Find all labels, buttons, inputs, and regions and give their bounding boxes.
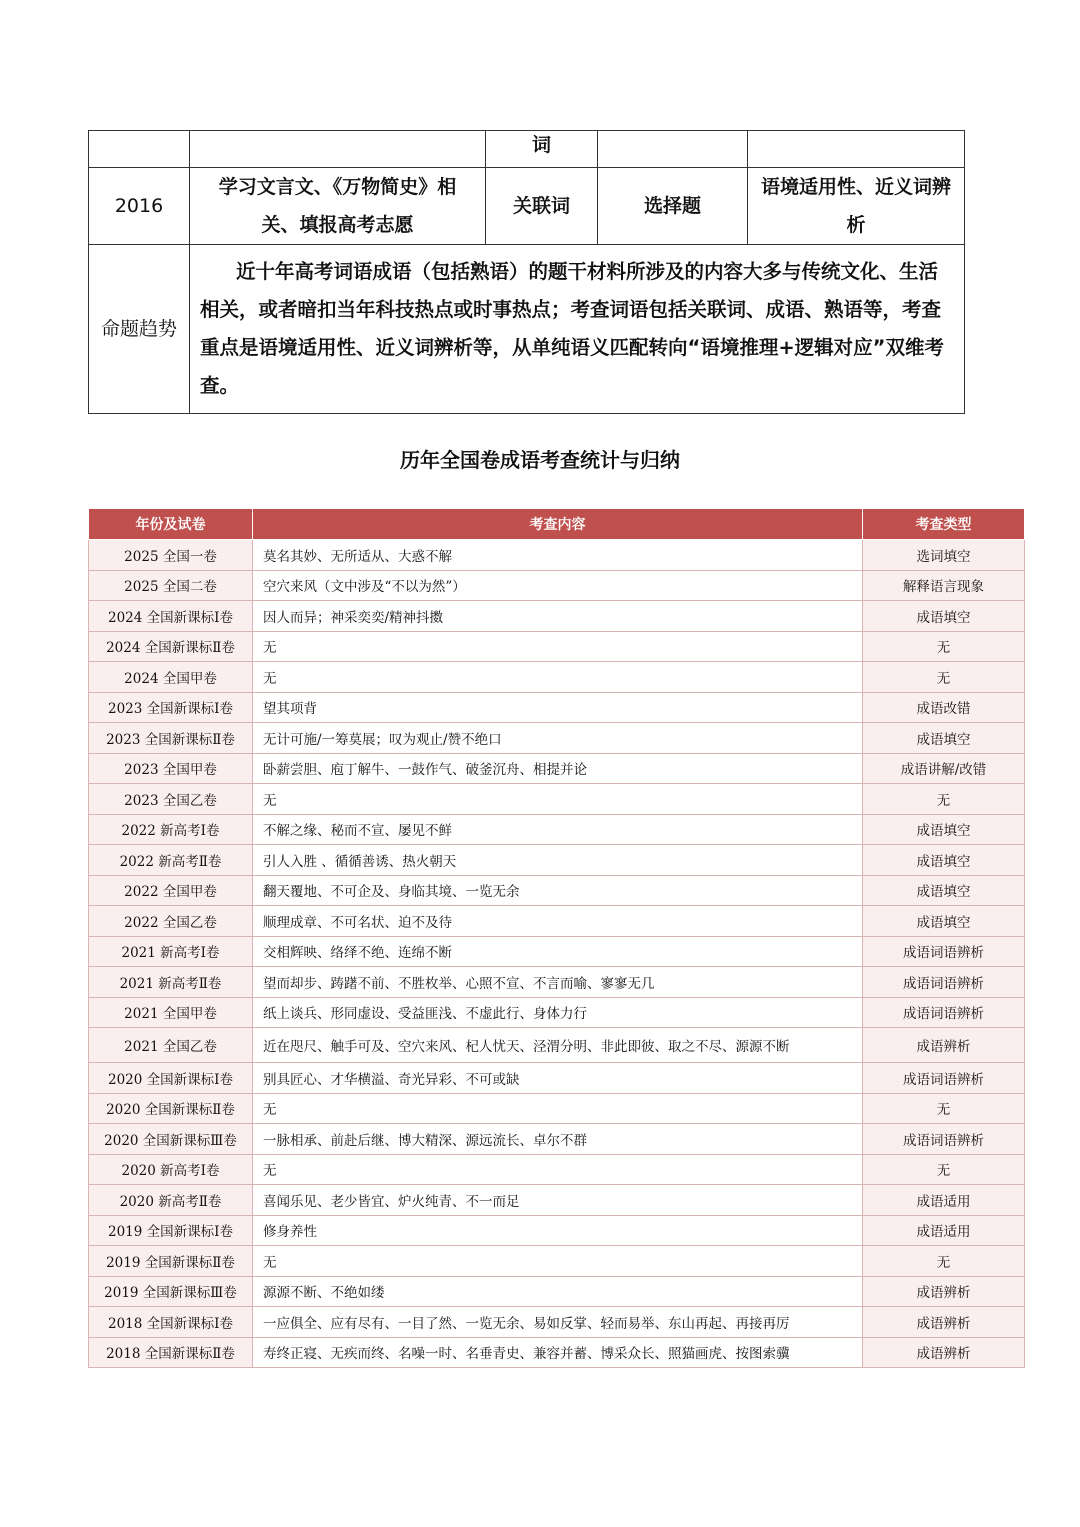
row-year-paper: 2022 全国乙卷 [89,906,253,937]
row-type: 无 [863,1093,1025,1124]
row-type: 成语词语辨析 [863,936,1025,967]
table-row [89,1185,1025,1216]
row-content: 交相辉映、络绎不绝、连绵不断 [253,936,863,967]
row-year-paper: 2023 全国甲卷 [89,753,253,784]
row-type: 成语填空 [863,906,1025,937]
table-row [89,936,1025,967]
row-year-paper: 2020 全国新课标Ⅲ卷 [89,1124,253,1155]
summary-content: 关联词 [486,168,598,245]
row-year-paper: 2021 新高考Ⅱ卷 [89,967,253,998]
row-content: 无 [253,1093,863,1124]
table-body [89,540,1025,1368]
row-content: 望其项背 [253,692,863,723]
row-content: 纸上谈兵、形同虚设、受益匪浅、不虚此行、身体力行 [253,997,863,1028]
row-year-paper: 2020 新高考Ⅰ卷 [89,1154,253,1185]
row-type: 选词填空 [863,540,1025,571]
row-year-paper: 2020 全国新课标Ⅰ卷 [89,1063,253,1094]
row-year-paper: 2018 全国新课标Ⅱ卷 [89,1337,253,1368]
row-content: 一应俱全、应有尽有、一目了然、一览无余、易如反掌、轻而易举、东山再起、再接再厉 [253,1307,863,1338]
row-content: 无 [253,1154,863,1185]
table-row [89,692,1025,723]
table-row [89,723,1025,754]
table-row [89,814,1025,845]
table-row [89,1124,1025,1155]
summary-cell [89,131,190,168]
row-content: 喜闻乐见、老少皆宜、炉火纯青、不一而足 [253,1185,863,1216]
summary-row-partial [89,131,965,168]
row-type: 无 [863,1246,1025,1277]
summary-row-2016 [89,168,965,245]
row-content: 引人入胜 、循循善诱、热火朝天 [253,845,863,876]
summary-cell [598,131,748,168]
summary-cell-content: 词 [486,131,598,168]
row-type: 成语词语辨析 [863,1124,1025,1155]
row-type: 成语辨析 [863,1028,1025,1063]
table-row [89,540,1025,571]
row-type: 成语填空 [863,845,1025,876]
summary-material: 学习文言文、《万物简史》相关、填报高考志愿 [190,168,486,245]
row-year-paper: 2021 全国乙卷 [89,1028,253,1063]
row-type: 成语填空 [863,601,1025,632]
row-content: 望而却步、踌躇不前、不胜枚举、心照不宣、不言而喻、寥寥无几 [253,967,863,998]
table-row [89,875,1025,906]
row-year-paper: 2019 全国新课标Ⅲ卷 [89,1276,253,1307]
row-type: 无 [863,631,1025,662]
row-content: 无 [253,1246,863,1277]
row-year-paper: 2022 新高考Ⅰ卷 [89,814,253,845]
header-year-paper: 年份及试卷 [89,509,253,540]
summary-type: 选择题 [598,168,748,245]
section-title: 历年全国卷成语考查统计与归纳 [400,448,680,472]
row-content: 莫名其妙、无所适从、大惑不解 [253,540,863,571]
row-content: 因人而异；神采奕奕/精神抖擞 [253,601,863,632]
summary-row-trend [89,245,965,414]
table-row [89,1154,1025,1185]
row-year-paper: 2025 全国二卷 [89,570,253,601]
row-type: 成语填空 [863,814,1025,845]
row-year-paper: 2024 全国新课标Ⅰ卷 [89,601,253,632]
row-year-paper: 2023 全国新课标Ⅰ卷 [89,692,253,723]
row-year-paper: 2021 全国甲卷 [89,997,253,1028]
table-row [89,784,1025,815]
row-content: 卧薪尝胆、庖丁解牛、一鼓作气、破釜沉舟、相提并论 [253,753,863,784]
row-content: 顺理成章、不可名状、迫不及待 [253,906,863,937]
table-row [89,1246,1025,1277]
row-year-paper: 2023 全国乙卷 [89,784,253,815]
row-content: 空穴来风（文中涉及“不以为然”） [253,570,863,601]
row-year-paper: 2022 新高考Ⅱ卷 [89,845,253,876]
table-row [89,662,1025,693]
table-row [89,1028,1025,1063]
table-row [89,1215,1025,1246]
row-content: 源源不断、不绝如缕 [253,1276,863,1307]
row-type: 成语词语辨析 [863,997,1025,1028]
row-year-paper: 2021 新高考Ⅰ卷 [89,936,253,967]
table-row [89,631,1025,662]
row-type: 成语词语辨析 [863,1063,1025,1094]
row-content: 无 [253,662,863,693]
row-type: 成语填空 [863,723,1025,754]
table-row [89,753,1025,784]
table-row [89,1276,1025,1307]
row-year-paper: 2020 新高考Ⅱ卷 [89,1185,253,1216]
row-year-paper: 2025 全国一卷 [89,540,253,571]
summary-year: 2016 [89,168,190,245]
table-header-row [89,509,1025,540]
table-row [89,906,1025,937]
trend-text-cell [190,245,965,414]
row-type: 解释语言现象 [863,570,1025,601]
row-type: 无 [863,1154,1025,1185]
trend-text: 近十年高考词语成语（包括熟语）的题干材料所涉及的内容大多与传统文化、生活相关，或者暗扣当年科技热点或时事热点；考查词语包括关联词、成语、熟语等，考查重点是语境适用性、近义词辨析等，从单纯语义匹配转向“语境推理+逻辑对应”双维考查。 [200,260,944,397]
table-row [89,997,1025,1028]
row-content: 一脉相承、前赴后继、博大精深、源远流长、卓尔不群 [253,1124,863,1155]
row-content: 无计可施/一筹莫展；叹为观止/赞不绝口 [253,723,863,754]
row-year-paper: 2024 全国甲卷 [89,662,253,693]
row-type: 无 [863,662,1025,693]
row-year-paper: 2020 全国新课标Ⅱ卷 [89,1093,253,1124]
row-content: 翻天覆地、不可企及、身临其境、一览无余 [253,875,863,906]
summary-cell [748,131,965,168]
row-year-paper: 2019 全国新课标Ⅱ卷 [89,1246,253,1277]
idiom-stats-table [88,508,1025,1368]
row-type: 成语辨析 [863,1337,1025,1368]
summary-table [88,130,965,414]
table-row [89,1093,1025,1124]
table-row [89,967,1025,998]
table-row [89,1063,1025,1094]
row-year-paper: 2022 全国甲卷 [89,875,253,906]
trend-label: 命题趋势 [89,245,190,414]
row-content: 无 [253,784,863,815]
header-content: 考查内容 [253,509,863,540]
table-row [89,845,1025,876]
row-content: 寿终正寝、无疾而终、名噪一时、名垂青史、兼容并蓄、博采众长、照猫画虎、按图索骥 [253,1337,863,1368]
row-type: 成语适用 [863,1215,1025,1246]
row-type: 成语辨析 [863,1276,1025,1307]
row-type: 成语词语辨析 [863,967,1025,998]
row-type: 无 [863,784,1025,815]
row-type: 成语辨析 [863,1307,1025,1338]
table-row [89,1337,1025,1368]
table-row [89,601,1025,632]
row-type: 成语填空 [863,875,1025,906]
row-content: 近在咫尺、触手可及、空穴来风、杞人忧天、泾渭分明、非此即彼、取之不尽、源源不断 [253,1028,863,1063]
row-content: 修身养性 [253,1215,863,1246]
row-year-paper: 2018 全国新课标Ⅰ卷 [89,1307,253,1338]
row-content: 无 [253,631,863,662]
row-year-paper: 2024 全国新课标Ⅱ卷 [89,631,253,662]
summary-focus: 语境适用性、近义词辨析 [748,168,965,245]
row-content: 别具匠心、才华横溢、奇光异彩、不可或缺 [253,1063,863,1094]
row-content: 不解之缘、秘而不宣、屡见不鲜 [253,814,863,845]
row-type: 成语讲解/改错 [863,753,1025,784]
table-row [89,1307,1025,1338]
summary-cell [190,131,486,168]
row-type: 成语改错 [863,692,1025,723]
row-year-paper: 2023 全国新课标Ⅱ卷 [89,723,253,754]
header-type: 考查类型 [863,509,1025,540]
table-row [89,570,1025,601]
row-year-paper: 2019 全国新课标Ⅰ卷 [89,1215,253,1246]
row-type: 成语适用 [863,1185,1025,1216]
